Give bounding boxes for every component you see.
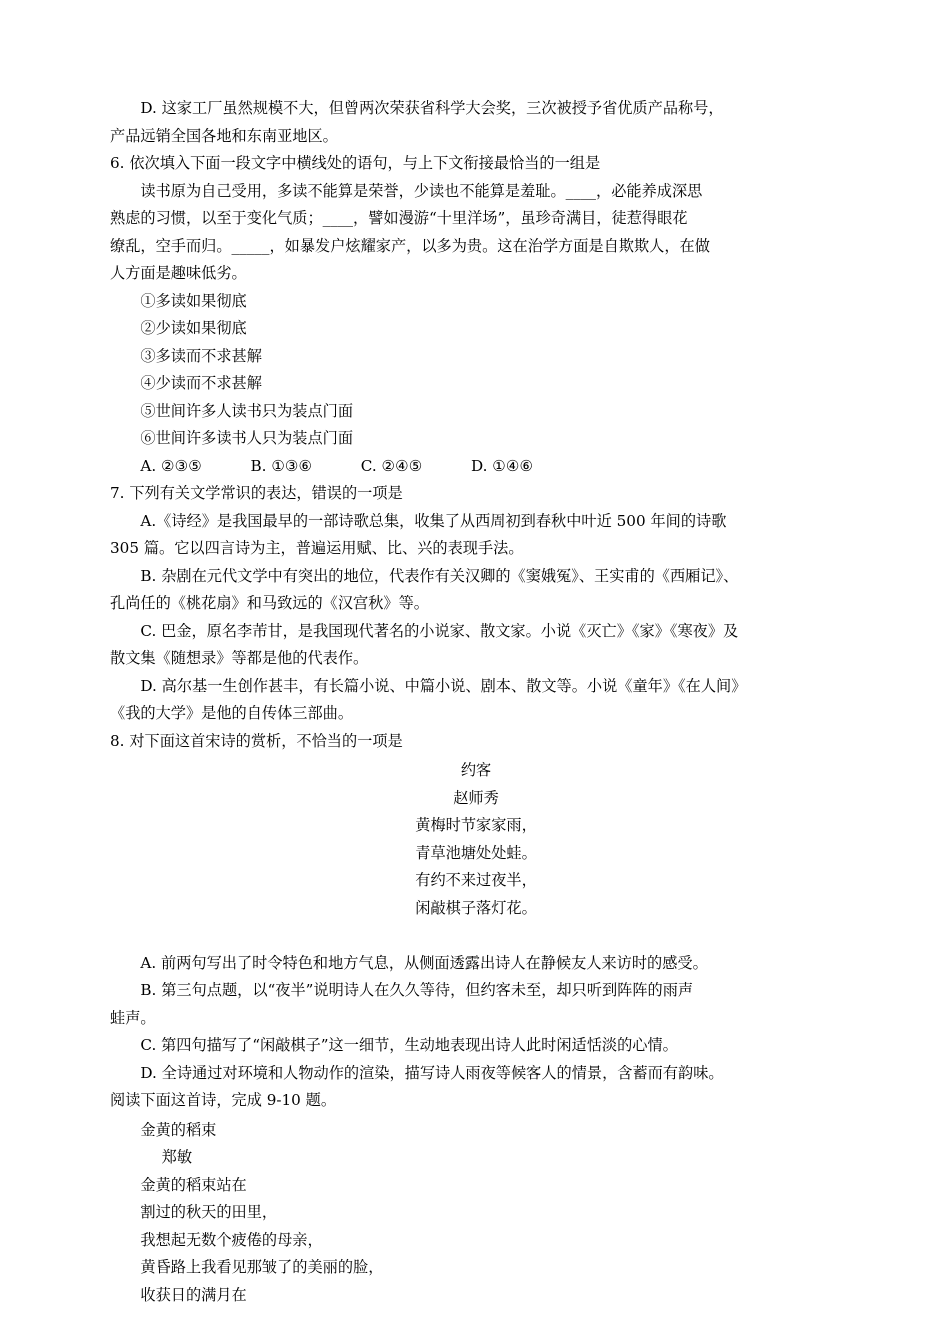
paragraph: A. 前两句写出了时令特色和地方气息，从侧面透露出诗人在静候友人来访时的感受。	[140, 953, 708, 972]
list-item: ③多读而不求甚解	[140, 346, 262, 365]
paragraph: D. 这家工厂虽然规模不大，但曾两次荣获省科学大会奖，三次被授予省优质产品称号，	[140, 99, 724, 117]
list-item: ②少读如果彻底	[140, 319, 247, 337]
poem-line: 有约不来过夜半，	[415, 871, 537, 889]
list-item: ④少读而不求甚解	[140, 374, 262, 392]
document-body	[110, 95, 842, 1309]
paragraph: 散文集《随想录》等都是他的代表作。	[110, 649, 369, 667]
poem-author: 赵师秀	[453, 788, 499, 807]
paragraph: B. 杂剧在元代文学中有突出的地位，代表作有关汉卿的《窦娥冤》、王实甫的《西厢记》、	[140, 566, 739, 585]
option-b: B. ①③⑥	[250, 456, 313, 475]
option-d: D. ①④⑥	[471, 456, 534, 475]
question-6-options	[110, 453, 842, 481]
paragraph: A.《诗经》是我国最早的一部诗歌总集，收集了从西周初到春秋中叶近 500 年间的诗歌	[140, 511, 727, 530]
poem-line: 割过的秋天的田里，	[140, 1203, 278, 1221]
poem-author: 郑敏	[161, 1148, 193, 1166]
poem-line: 青草池塘处处蛙。	[415, 843, 537, 862]
paragraph: 孔尚任的《桃花扇》和马致远的《汉宫秋》等。	[110, 594, 429, 612]
paragraph: 305 篇。它以四言诗为主，普遍运用赋、比、兴的表现手法。	[110, 539, 524, 557]
paragraph: B. 第三句点题，以“夜半”说明诗人在久久等待，但约客未至，却只听到阵阵的雨声	[140, 981, 694, 999]
poem-line: 黄昏路上我看见那皱了的美丽的脸，	[140, 1258, 384, 1276]
poem-line: 金黄的稻束站在	[140, 1175, 247, 1194]
paragraph: 熟虑的习惯，以至于变化气质；____，譬如漫游“十里洋场”，虽珍奇满目，徒惹得眼花	[110, 209, 688, 227]
poem-title: 金黄的稻束	[140, 1120, 217, 1139]
poem-line: 闲敲棋子落灯花。	[415, 898, 537, 917]
option-a: A. ②③⑤	[140, 456, 202, 475]
paragraph: 《我的大学》是他的自传体三部曲。	[110, 704, 353, 722]
paragraph: C. 巴金，原名李芾甘，是我国现代著名的小说家、散文家。小说《灭亡》《家》《寒夜》及	[140, 621, 739, 640]
poem-line: 黄梅时节家家雨，	[415, 816, 537, 834]
paragraph: C. 第四句描写了“闲敲棋子”这一细节，生动地表现出诗人此时闲适恬淡的心情。	[140, 1036, 678, 1054]
paragraph: 读书原为自己受用，多读不能算是荣誉，少读也不能算是羞耻。____，必能养成深思	[140, 181, 703, 200]
poem-title: 约客	[460, 761, 492, 779]
paragraph: D. 高尔基一生创作甚丰，有长篇小说、中篇小说、剧本、散文等。小说《童年》《在人间》	[140, 676, 747, 695]
question-8-stem: 8. 对下面这首宋诗的赏析，不恰当的一项是	[110, 731, 403, 750]
list-item: ①多读如果彻底	[140, 291, 247, 310]
poem-jinhuangdedaoshu	[110, 1117, 842, 1310]
reading-instruction: 阅读下面这首诗，完成 9-10 题。	[110, 1091, 337, 1109]
spacer	[110, 922, 842, 950]
option-c: C. ②④⑤	[360, 456, 423, 475]
paragraph: 缭乱，空手而归。_____，如暴发户炫耀家产，以多为贵。这在治学方面是自欺欺人，在做	[110, 236, 710, 255]
list-item: ⑥世间许多读书人只为装点门面	[140, 429, 354, 447]
poem-yueke	[110, 757, 842, 922]
question-7-stem: 7. 下列有关文学常识的表达，错误的一项是	[110, 484, 403, 502]
question-6-stem: 6. 依次填入下面一段文字中横线处的语句，与上下文衔接最恰当的一组是	[110, 154, 601, 172]
paragraph: 产品远销全国各地和东南亚地区。	[110, 126, 338, 145]
paragraph: 蛙声。	[110, 1008, 156, 1027]
poem-line: 收获日的满月在	[140, 1285, 247, 1304]
paragraph: 人方面是趣味低劣。	[110, 264, 247, 282]
paragraph: D. 全诗通过对环境和人物动作的渲染，描写诗人雨夜等候客人的情景，含蓄而有韵味。	[140, 1063, 724, 1082]
poem-line: 我想起无数个疲倦的母亲，	[140, 1230, 323, 1249]
list-item: ⑤世间许多人读书只为装点门面	[140, 401, 354, 420]
